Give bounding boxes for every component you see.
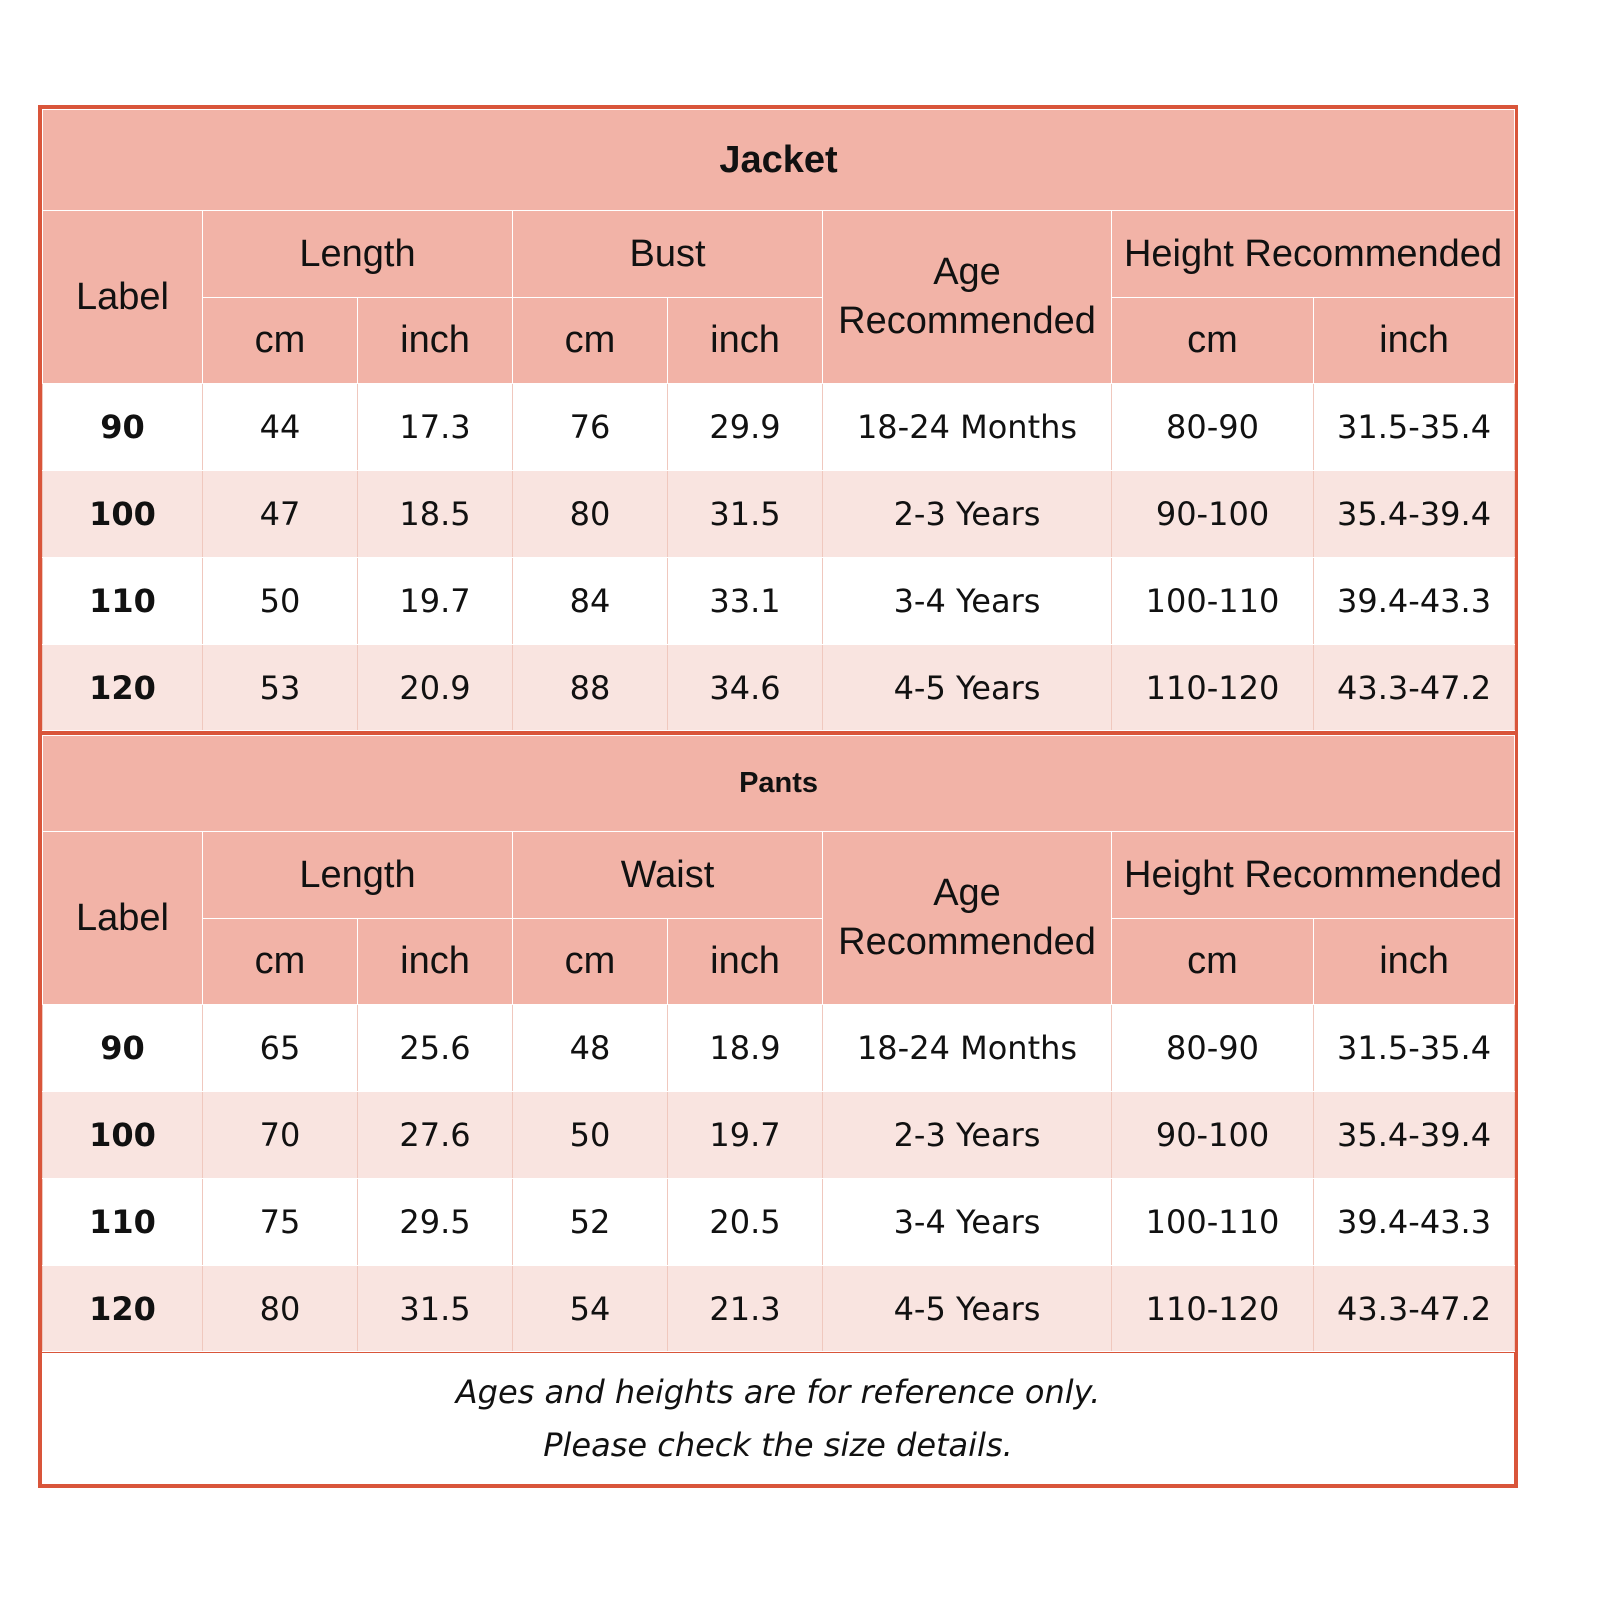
length-inch: 31.5 — [358, 1266, 513, 1352]
height-inch: 39.4-43.3 — [1314, 558, 1515, 645]
height-inch: 31.5-35.4 — [1314, 384, 1515, 471]
waist-cm: 48 — [513, 1005, 668, 1092]
size-label: 110 — [43, 558, 203, 645]
pants-header-height: Height Recommended — [1112, 832, 1515, 919]
size-label: 100 — [43, 1092, 203, 1179]
height-cm: 100-110 — [1112, 1179, 1314, 1266]
bust-inch: 34.6 — [668, 645, 823, 731]
age-recommended: 3-4 Years — [823, 1179, 1112, 1266]
age-recommended: 2-3 Years — [823, 1092, 1112, 1179]
height-cm: 110-120 — [1112, 645, 1314, 731]
jacket-header-bust-cm: cm — [513, 298, 668, 384]
length-inch: 18.5 — [358, 471, 513, 558]
length-cm: 75 — [203, 1179, 358, 1266]
table-row — [43, 1179, 1515, 1266]
size-label: 110 — [43, 1179, 203, 1266]
jacket-header-label: Label — [43, 211, 203, 384]
age-recommended: 18-24 Months — [823, 1005, 1112, 1092]
table-row — [43, 471, 1515, 558]
waist-inch: 18.9 — [668, 1005, 823, 1092]
jacket-header-length: Length — [203, 211, 513, 298]
jacket-header-age: Age Recommended — [823, 211, 1112, 384]
pants-header-length: Length — [203, 832, 513, 919]
jacket-header-height-cm: cm — [1112, 298, 1314, 384]
length-inch: 19.7 — [358, 558, 513, 645]
height-cm: 80-90 — [1112, 1005, 1314, 1092]
jacket-header-bust-inch: inch — [668, 298, 823, 384]
jacket-header-length-cm: cm — [203, 298, 358, 384]
size-chart — [38, 105, 1518, 1488]
height-inch: 35.4-39.4 — [1314, 471, 1515, 558]
length-inch: 20.9 — [358, 645, 513, 731]
table-row — [43, 384, 1515, 471]
length-cm: 47 — [203, 471, 358, 558]
age-recommended: 4-5 Years — [823, 1266, 1112, 1352]
table-row — [43, 1005, 1515, 1092]
age-recommended: 3-4 Years — [823, 558, 1112, 645]
waist-cm: 52 — [513, 1179, 668, 1266]
jacket-header-height: Height Recommended — [1112, 211, 1515, 298]
size-label: 100 — [43, 471, 203, 558]
table-row — [43, 645, 1515, 731]
length-cm: 80 — [203, 1266, 358, 1352]
note-line-2: Please check the size details. — [543, 1426, 1013, 1464]
height-cm: 90-100 — [1112, 471, 1314, 558]
length-inch: 29.5 — [358, 1179, 513, 1266]
table-row — [43, 1092, 1515, 1179]
waist-cm: 54 — [513, 1266, 668, 1352]
length-cm: 53 — [203, 645, 358, 731]
age-recommended: 4-5 Years — [823, 645, 1112, 731]
jacket-header-bust: Bust — [513, 211, 823, 298]
height-cm: 90-100 — [1112, 1092, 1314, 1179]
bust-cm: 80 — [513, 471, 668, 558]
size-label: 90 — [43, 1005, 203, 1092]
length-cm: 50 — [203, 558, 358, 645]
bust-inch: 31.5 — [668, 471, 823, 558]
waist-inch: 21.3 — [668, 1266, 823, 1352]
age-recommended: 18-24 Months — [823, 384, 1112, 471]
length-inch: 17.3 — [358, 384, 513, 471]
bust-inch: 29.9 — [668, 384, 823, 471]
length-cm: 44 — [203, 384, 358, 471]
pants-header-length-inch: inch — [358, 919, 513, 1005]
waist-cm: 50 — [513, 1092, 668, 1179]
pants-header-age: Age Recommended — [823, 832, 1112, 1005]
size-label: 120 — [43, 1266, 203, 1352]
pants-title: Pants — [43, 736, 1515, 832]
bust-cm: 76 — [513, 384, 668, 471]
height-inch: 43.3-47.2 — [1314, 645, 1515, 731]
pants-header-length-cm: cm — [203, 919, 358, 1005]
note-line-1: Ages and heights are for reference only. — [455, 1373, 1101, 1411]
height-inch: 31.5-35.4 — [1314, 1005, 1515, 1092]
bust-cm: 84 — [513, 558, 668, 645]
table-row — [43, 558, 1515, 645]
jacket-header-height-inch: inch — [1314, 298, 1515, 384]
length-cm: 70 — [203, 1092, 358, 1179]
jacket-title: Jacket — [43, 110, 1515, 211]
length-cm: 65 — [203, 1005, 358, 1092]
height-cm: 80-90 — [1112, 384, 1314, 471]
height-cm: 100-110 — [1112, 558, 1314, 645]
pants-header-label: Label — [43, 832, 203, 1005]
length-inch: 25.6 — [358, 1005, 513, 1092]
jacket-table — [42, 109, 1515, 731]
jacket-header-length-inch: inch — [358, 298, 513, 384]
waist-inch: 20.5 — [668, 1179, 823, 1266]
pants-header-height-inch: inch — [1314, 919, 1515, 1005]
pants-table — [42, 735, 1515, 1352]
size-label: 90 — [43, 384, 203, 471]
height-inch: 43.3-47.2 — [1314, 1266, 1515, 1352]
pants-header-waist: Waist — [513, 832, 823, 919]
pants-header-height-cm: cm — [1112, 919, 1314, 1005]
length-inch: 27.6 — [358, 1092, 513, 1179]
pants-header-waist-cm: cm — [513, 919, 668, 1005]
height-inch: 35.4-39.4 — [1314, 1092, 1515, 1179]
age-recommended: 2-3 Years — [823, 471, 1112, 558]
bust-inch: 33.1 — [668, 558, 823, 645]
reference-note — [42, 1352, 1514, 1485]
height-cm: 110-120 — [1112, 1266, 1314, 1352]
pants-header-waist-inch: inch — [668, 919, 823, 1005]
table-row — [43, 1266, 1515, 1352]
height-inch: 39.4-43.3 — [1314, 1179, 1515, 1266]
bust-cm: 88 — [513, 645, 668, 731]
size-label: 120 — [43, 645, 203, 731]
waist-inch: 19.7 — [668, 1092, 823, 1179]
